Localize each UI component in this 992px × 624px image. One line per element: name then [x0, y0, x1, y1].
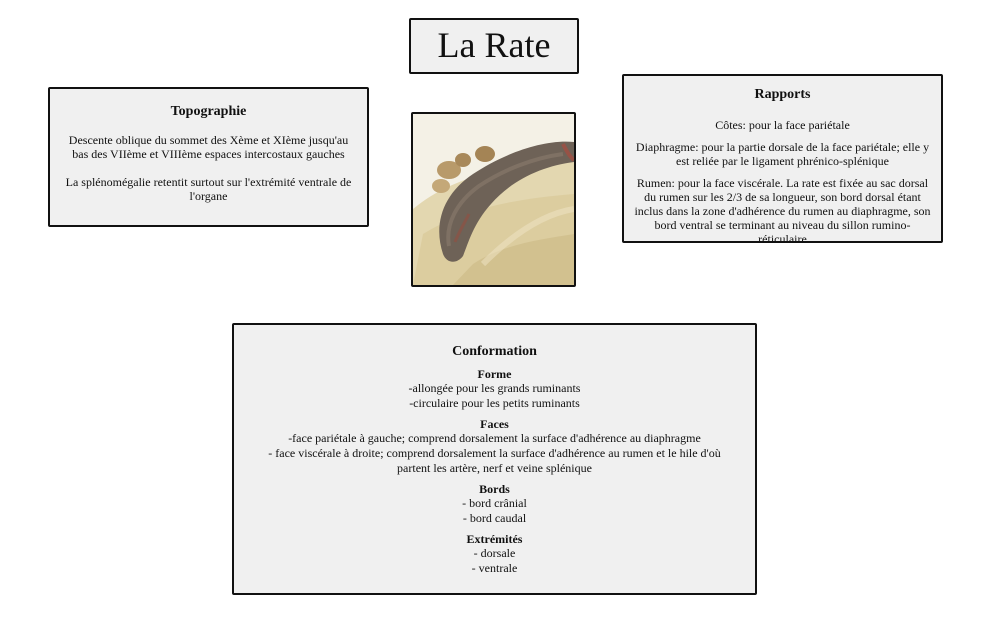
faces-line: - face viscérale à droite; comprend dorsalement la surface d'adhérence au rumen et le hile d'où: [268, 446, 721, 460]
rapports-text-3: Rumen: pour la face viscérale. La rate est fixée au sac dorsal du rumen sur les 2/3 de sa longueur, son bord dorsal étant inclus dans la zone d'adhérence du rumen au diaphragme, son bord ventral se terminant au niveau du sillon rumino-réticulaire: [634, 176, 931, 246]
topographie-heading: Topographie: [170, 104, 247, 119]
title-box: [409, 18, 579, 74]
conformation-heading: Conformation: [452, 344, 537, 359]
spleen-photo: [411, 112, 576, 287]
forme-line: -allongée pour les grands ruminants: [408, 381, 581, 395]
forme-line: -circulaire pour les petits ruminants: [409, 396, 580, 410]
extremites-line: - dorsale: [473, 546, 516, 560]
topographie-text-2: La splénomégalie retentit surtout sur l'extrémité ventrale de l'organe: [65, 175, 352, 203]
extremites-heading: Extrémités: [466, 532, 523, 546]
faces-line: -face pariétale à gauche; comprend dorsalement la surface d'adhérence au diaphragme: [288, 431, 701, 445]
bords-line: - bord crânial: [462, 496, 527, 510]
faces-heading: Faces: [480, 417, 509, 431]
bords-heading: Bords: [479, 482, 510, 496]
rapports-text-1: Côtes: pour la face pariétale: [715, 118, 850, 132]
bords-line: - bord caudal: [462, 511, 527, 525]
topographie-panel: [48, 87, 369, 227]
faces-line: partent les artère, nerf et veine splénique: [397, 461, 592, 475]
conformation-panel: [232, 323, 757, 595]
rapports-panel: [622, 74, 943, 246]
rapports-text-2: Diaphragme: pour la partie dorsale de la face pariétale; elle y est reliée par le ligament phrénico-splénique: [635, 140, 930, 168]
topographie-text-1: Descente oblique du sommet des Xème et XIème jusqu'au bas des VIIème et VIIIème espaces intercostaux gauches: [68, 133, 349, 161]
page-title: La Rate: [437, 25, 551, 65]
extremites-line: - ventrale: [471, 561, 518, 575]
spleen-illustration: [413, 114, 574, 285]
rapports-heading: Rapports: [754, 87, 811, 102]
forme-heading: Forme: [477, 367, 512, 381]
